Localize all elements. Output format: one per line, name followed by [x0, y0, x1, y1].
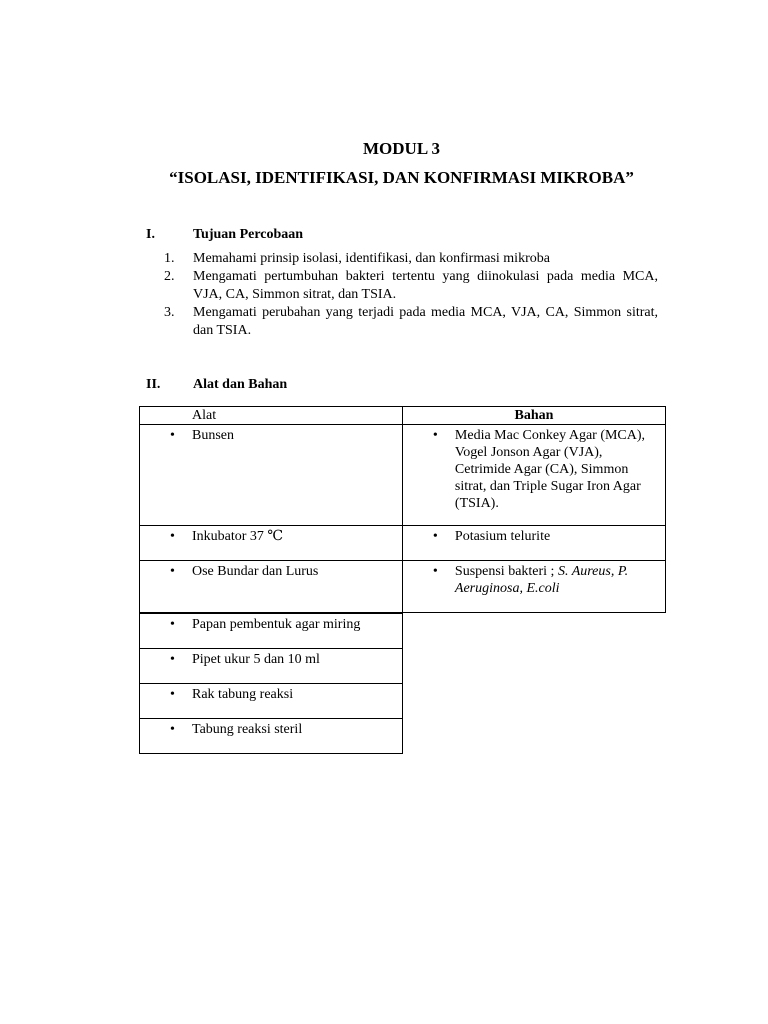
bullet-icon: • — [432, 564, 438, 579]
list-item-text: Mengamati perubahan yang terjadi pada media MCA, VJA, CA, Simmon sitrat, dan TSIA. — [193, 305, 658, 338]
alat-item: Pipet ukur 5 dan 10 ml — [192, 652, 320, 667]
list-item-number: 2. — [164, 269, 175, 284]
objectives-list — [158, 250, 658, 340]
bahan-item — [455, 563, 657, 597]
table-cell-alat — [140, 719, 403, 754]
materials-table — [139, 406, 666, 613]
table-cell-alat — [140, 526, 403, 561]
table-cell-bahan — [402, 425, 665, 526]
list-item — [158, 268, 658, 304]
bullet-icon: • — [432, 529, 438, 544]
table-row — [140, 719, 403, 754]
table-cell-alat — [140, 614, 403, 649]
alat-item: Ose Bundar dan Lurus — [192, 564, 319, 579]
bahan-suspension-label: Suspensi bakteri ; — [454, 564, 555, 579]
header-bahan-label: Bahan — [514, 408, 554, 423]
bahan-item: Media Mac Conkey Agar (MCA), Vogel Jonson Agar (VJA), Cetrimide Agar (CA), Simmon sitrat, dan Triple Sugar Iron Agar (TSIA). — [454, 428, 646, 511]
table-header-row — [140, 407, 666, 425]
alat-item: Inkubator 37 ℃ — [192, 529, 284, 544]
table-row — [140, 526, 666, 561]
bullet-icon: • — [170, 687, 175, 702]
section-1-title: Tujuan Percobaan — [193, 227, 304, 242]
alat-item: Bunsen — [192, 428, 234, 443]
bahan-item: Potasium telurite — [454, 529, 551, 544]
list-item-number: 3. — [164, 305, 175, 320]
table-row — [140, 614, 403, 649]
table-cell-bahan — [402, 561, 665, 613]
table-cell-alat — [140, 425, 403, 526]
module-subtitle: “ISOLASI, IDENTIFIKASI, DAN KONFIRMASI MIKROBA” — [169, 168, 634, 187]
list-item — [158, 304, 658, 340]
bullet-icon: • — [170, 428, 175, 443]
list-item — [158, 250, 658, 268]
table-row — [140, 561, 666, 613]
bullet-icon: • — [170, 564, 175, 579]
table-cell-bahan — [402, 526, 665, 561]
list-item-text: Memahami prinsip isolasi, identifikasi, dan konfirmasi mikroba — [193, 251, 550, 266]
table-cell-alat — [140, 561, 403, 613]
list-item-text: Mengamati pertumbuhan bakteri tertentu yang diinokulasi pada media MCA, VJA, CA, Simmon sitrat, dan TSIA. — [193, 269, 658, 302]
table-header-bahan — [402, 407, 665, 425]
bullet-icon: • — [170, 529, 175, 544]
section-2-number: II. — [146, 377, 161, 392]
section-2-title: Alat dan Bahan — [193, 377, 288, 392]
alat-item: Tabung reaksi steril — [192, 722, 303, 737]
module-title: MODUL 3 — [363, 139, 440, 158]
table-cell-alat — [140, 649, 403, 684]
alat-item: Rak tabung reaksi — [192, 687, 294, 702]
list-item-number: 1. — [164, 251, 175, 266]
table-row — [140, 425, 666, 526]
bullet-icon: • — [432, 428, 438, 443]
alat-table-continued — [139, 613, 403, 754]
table-header-alat — [140, 407, 403, 425]
bullet-icon: • — [170, 722, 175, 737]
table-row — [140, 649, 403, 684]
header-alat-label: Alat — [192, 408, 217, 423]
bullet-icon: • — [170, 617, 175, 632]
table-row — [140, 684, 403, 719]
bahan-species: S. Aureus, P. Aeruginosa, E.coli — [454, 564, 629, 596]
alat-item: Papan pembentuk agar miring — [192, 617, 361, 632]
section-1-number: I. — [146, 227, 155, 242]
bullet-icon: • — [170, 652, 175, 667]
table-cell-alat — [140, 684, 403, 719]
